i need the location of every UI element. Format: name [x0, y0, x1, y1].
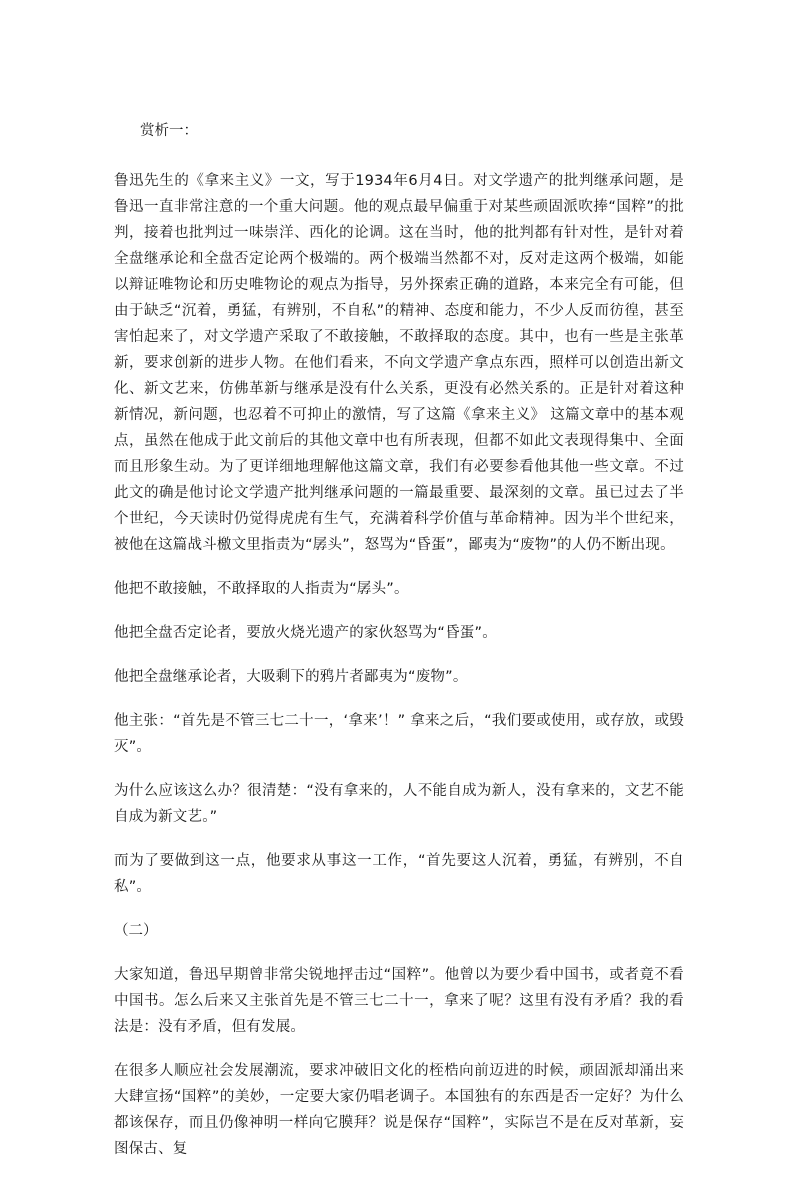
paragraph-coward: 他把不敢接触，不敢择取的人指责为“孱头”。 [114, 581, 409, 597]
paragraph-why: 为什么应该这么办？很清楚：“没有拿来的，人不能自成为新人，没有拿来的，文艺不能自成为新文艺。” [114, 783, 684, 825]
paragraph-intro: 鲁迅先生的《拿来主义》一文，写于1934年6月4日。对文学遗产的批判继承问题，是鲁迅一直非常注意的一个重大问题。他的观点最早偏重于对某些顽固派吹捧“国粹”的批判，接着也批判过一味崇洋、西化的论调。这在当时，他的批判都有针对性，是针对着全盘继承论和全盘否定论两个极端的。两个极端当然都不对，反对走这两个极端，如能以辩证唯物论和历史唯物论的观点为指导，另外探索正确的道路，本来完全有可能，但由于缺乏“沉着，勇猛，有辨别，不自私”的精神、态度和能力，不少人反而彷徨，甚至害怕起来了，对文学遗产采取了不敢接触，不敢择取的态度。其中，也有一些是主张革新，要求创新的进步人物。在他们看来，不向文学遗产拿点东西，照样可以创造出新文化、新文艺来，仿佛革新与继承是没有什么关系，更没有必然关系的。正是针对着这种新情况，新问题，也忍着不可抑止的激情，写了这篇《拿来主义》 这篇文章中的基本观点，虽然在他成于此文前后的其他文章中也有所表现，但都不如此文表现得集中、全面而且形象生动。为了更详细地理解他这篇文章，我们有必要参看他其他一些文章。不过此文的确是他讨论文学遗产批判继承问题的一篇最重要、最深刻的文章。虽已过去了半个世纪，今天读时仍觉得虎虎有生气，充满着科学价值与革命精神。因为半个世纪来，被他在这篇战斗檄文里指责为“孱头”，怒骂为“昏蛋”，鄙夷为“废物”的人仍不断出现。 [114, 173, 684, 553]
paragraph-advocate: 他主张：“首先是不管三七二十一，‘拿来’！” 拿来之后，“我们要或使用，或存放，或毁灭”。 [114, 713, 684, 755]
document-heading: 赏析一： [140, 123, 198, 139]
document-page [114, 118, 684, 1180]
section-marker: （二） [114, 923, 158, 939]
paragraph-fool: 他把全盘否定论者，要放火烧光遗产的家伙怒骂为“昏蛋”。 [114, 625, 497, 641]
paragraph-development: 大家知道，鲁迅早期曾非常尖锐地抨击过“国粹”。他曾以为要少看中国书，或者竟不看中国书。怎么后来又主张首先是不管三七二十一，拿来了呢？这里有没有矛盾？我的看法是：没有矛盾，但有发展。 [114, 967, 684, 1035]
paragraph-waste: 他把全盘继承论者，大吸剩下的鸦片者鄙夷为“废物”。 [114, 669, 468, 685]
paragraph-guocui: 在很多人顺应社会发展潮流，要求冲破旧文化的桎梏向前迈进的时候，顽固派却涌出来大肆宣扬“国粹”的美妙，一定要大家仍唱老调子。本国独有的东西是否一定好？为什么都该保存，而且仍像神明一样向它膜拜？说是保存“国粹”，实际岂不是在反对革新，妄图保古、复 [114, 1063, 684, 1157]
paragraph-requirement: 而为了要做到这一点，他要求从事这一工作，“首先要这人沉着，勇猛，有辨别，不自私”。 [114, 853, 684, 895]
